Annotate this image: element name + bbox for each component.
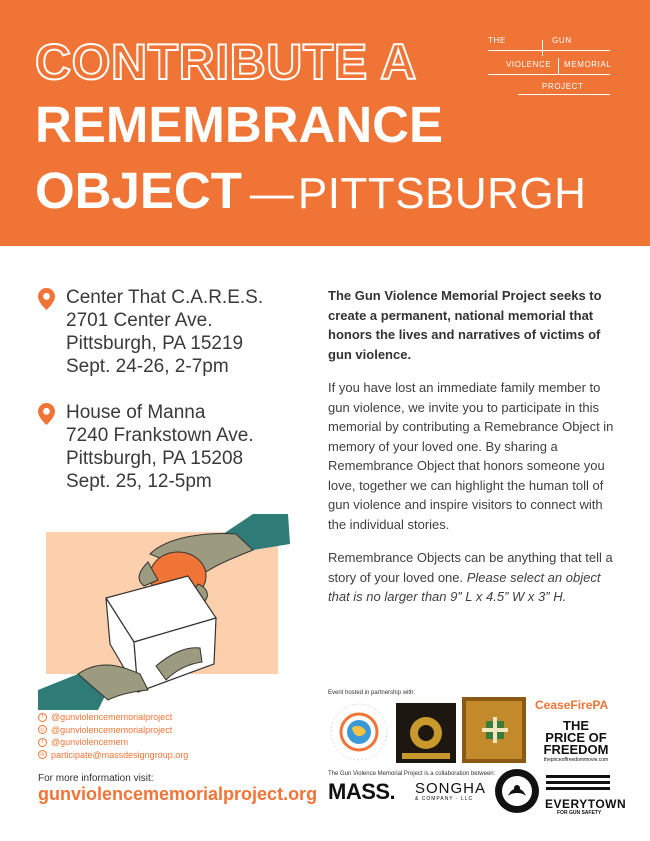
everytown-subtitle: FOR GUN SAFETY [557, 810, 602, 816]
location-pin-icon [38, 288, 55, 310]
pof-line-1: THE [563, 718, 589, 733]
logo-word-the: THE [488, 36, 506, 45]
location-pin-icon [38, 403, 55, 425]
location-dates: Sept. 25, 12-5pm [66, 471, 212, 492]
masonic-lodge-logo [396, 703, 456, 763]
hands-box-illustration [38, 514, 298, 710]
title-line-object [35, 161, 586, 224]
invite-paragraph: If you have lost an immediate family member to gun violence, we invite you to participate in this memorial by contributing a Remebrance Object in memory of your loved one. By sharing a Remembrance Object that honors someone you love, together we can highlight the human toll of gun violence and inspire visitors to connect with the individual stories. [328, 380, 614, 532]
facebook-icon: f [38, 713, 47, 722]
logo-word-memorial: MEMORIAL [564, 60, 612, 69]
lead-paragraph: The Gun Violence Memorial Project seeks to create a permanent, national memorial that honors the lives and narratives of victims of gun violence. [328, 288, 602, 362]
logo-word-violence: VIOLENCE [506, 60, 552, 69]
logo-rule [488, 50, 610, 51]
purpose-over-pain-logo [494, 768, 540, 814]
center-that-cares-logo [326, 698, 392, 764]
location-dates: Sept. 24-26, 2-7pm [66, 356, 229, 377]
location-street: 2701 Center Ave. [66, 310, 213, 331]
house-of-manna-logo [462, 697, 526, 763]
title-line-contribute: CONTRIBUTE A [35, 34, 417, 90]
location-details [66, 286, 263, 378]
logo-rule [518, 94, 610, 95]
price-of-freedom-logo [535, 720, 617, 756]
location-city: Pittsburgh, PA 15208 [66, 448, 244, 469]
social-handle: @gunviolencememorialproject [51, 724, 173, 735]
object-guidelines-paragraph [328, 548, 620, 607]
partners-label: Event hosted in partnership with: [328, 690, 416, 696]
email-icon: ✉ [38, 750, 47, 759]
location-details [66, 401, 254, 493]
title-line-remembrance: REMEMBRANCE [35, 96, 443, 153]
songha-logo: SONGHA [415, 780, 487, 797]
more-info-label: For more information visit: [38, 773, 154, 784]
twitter-icon: t [38, 738, 47, 747]
pof-line-3: FREEDOM [543, 742, 609, 757]
website-link[interactable]: gunviolencememorialproject.org [38, 784, 318, 804]
mass-logo: MASS. [328, 779, 396, 804]
title-dash: — [249, 169, 294, 218]
location-city: Pittsburgh, PA 15219 [66, 333, 244, 354]
location-name: House of Manna [66, 402, 206, 423]
logo-rule [488, 74, 610, 75]
social-instagram[interactable] [38, 724, 188, 737]
collaboration-label: The Gun Violence Memorial Project is a collaboration between: [328, 771, 496, 777]
title-object: OBJECT [35, 162, 242, 219]
header-banner [0, 0, 650, 246]
price-of-freedom-url: thepriceoffreedommovie.com [543, 757, 609, 763]
everytown-flag-icon [546, 775, 610, 795]
description-column [328, 286, 620, 621]
songha-subtitle: & COMPANY · LLC [415, 796, 474, 802]
social-links [38, 711, 188, 761]
logo-word-gun: GUN [552, 36, 572, 45]
guidelines-text: Remembrance Objects can be anything that tell a story of your loved one. [328, 550, 613, 585]
social-handle: @gunviolencemem [51, 737, 129, 748]
size-limit-text: Please select an object that is no larger than 9” L x 4.5” W x 3” H. [328, 569, 601, 604]
social-email[interactable] [38, 749, 188, 762]
social-twitter[interactable] [38, 736, 188, 749]
ceasefirepa-logo: CeaseFirePA [535, 698, 609, 712]
pof-line-2: PRICE OF [545, 730, 607, 745]
gvmp-logo [488, 36, 610, 98]
social-handle: @gunviolencememorialproject [51, 712, 173, 723]
logo-word-project: PROJECT [542, 82, 584, 91]
everytown-logo: EVERYTOWN [545, 797, 627, 811]
logo-rule [542, 40, 543, 56]
social-facebook[interactable] [38, 711, 188, 724]
logo-rule [558, 58, 559, 74]
location-name: Center That C.A.R.E.S. [66, 287, 264, 308]
email-address: participate@massdesigngroup.org [51, 749, 189, 760]
title-city: PITTSBURGH [297, 169, 587, 218]
instagram-icon: ◎ [38, 725, 47, 734]
location-street: 7240 Frankstown Ave. [66, 425, 254, 446]
